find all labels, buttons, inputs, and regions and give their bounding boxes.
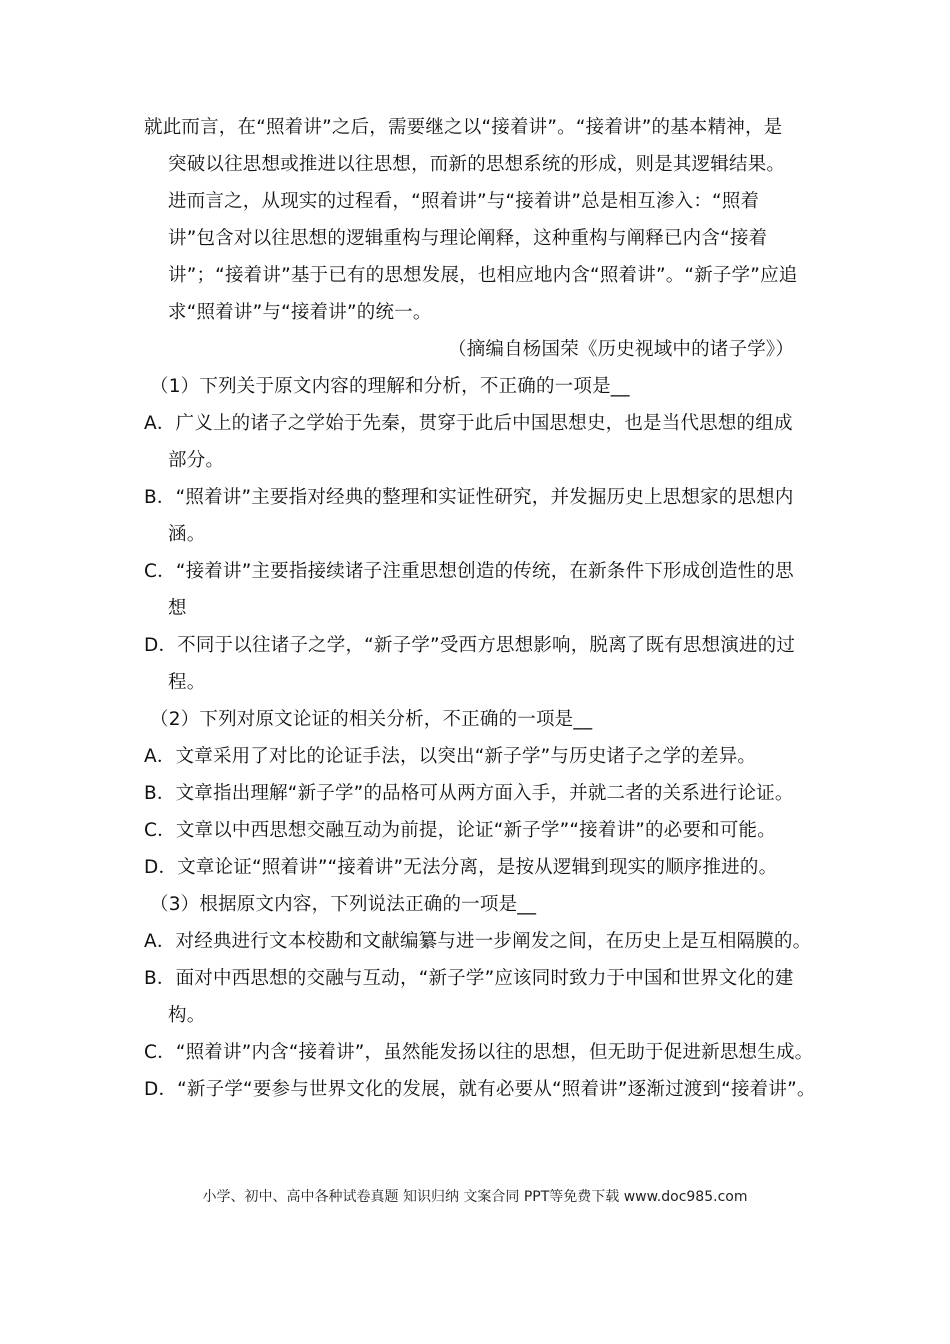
- source-citation: （摘编自杨国荣《历史视域中的诸子学》）: [448, 339, 795, 360]
- option-c: C．文章以中西思想交融互动为前提，论证“新子学”“接着讲”的必要和可能。: [144, 820, 776, 841]
- question-stem: （3）根据原文内容，下列说法正确的一项是__: [150, 894, 537, 915]
- option-c: C．“接着讲”主要指接续诸子注重思想创造的传统，在新条件下形成创造性的思: [144, 561, 794, 582]
- option-a-continued: 部分。: [168, 450, 225, 471]
- option-a: A．对经典进行文本校勘和文献编纂与进一步阐发之间，在历史上是互相隔膜的。: [144, 931, 812, 952]
- option-b-continued: 涵。: [168, 524, 206, 545]
- option-a: A．广义上的诸子之学始于先秦，贯穿于此后中国思想史，也是当代思想的组成: [144, 413, 793, 434]
- option-d: D．不同于以往诸子之学，“新子学”受西方思想影响，脱离了既有思想演进的过: [144, 635, 796, 656]
- option-b: B．“照着讲”主要指对经典的整理和实证性研究，并发掘历史上思想家的思想内: [144, 487, 794, 508]
- footer-text: 小学、初中、高中各种试卷真题 知识归纳 文案合同 PPT等免费下载 www.doc985.com: [202, 1189, 748, 1205]
- question-stem: （1）下列关于原文内容的理解和分析，不正确的一项是__: [150, 376, 630, 397]
- option-b: B．面对中西思想的交融与互动，“新子学”应该同时致力于中国和世界文化的建: [144, 968, 794, 989]
- option-a: A．文章采用了对比的论证手法，以突出“新子学”与历史诸子之学的差异。: [144, 746, 757, 767]
- option-c: C．“照着讲”内含“接着讲”，虽然能发扬以往的思想，但无助于促进新思想生成。: [144, 1042, 814, 1063]
- passage-line: 进而言之，从现实的过程看，“照着讲”与“接着讲”总是相互渗入：“照着: [168, 191, 760, 212]
- option-b-continued: 构。: [168, 1005, 206, 1026]
- option-d-continued: 程。: [168, 672, 206, 693]
- option-c-continued: 想: [168, 598, 187, 619]
- option-d: D．文章论证“照着讲”“接着讲”无法分离，是按从逻辑到现实的顺序推进的。: [144, 857, 778, 878]
- passage-line: 讲”；“接着讲”基于已有的思想发展，也相应地内含“照着讲”。“新子学”应追: [168, 265, 798, 286]
- option-d: D．“新子学“要参与世界文化的发展，就有必要从“照着讲”逐渐过渡到“接着讲”。: [144, 1079, 816, 1100]
- passage-line: 讲”包含对以往思想的逻辑重构与理论阐释，这种重构与阐释已内含“接着: [168, 228, 768, 249]
- question-stem: （2）下列对原文论证的相关分析，不正确的一项是__: [150, 709, 593, 730]
- passage-line: 突破以往思想或推进以往思想，而新的思想系统的形成，则是其逻辑结果。: [168, 154, 786, 175]
- passage-line: 就此而言，在“照着讲”之后，需要继之以“接着讲”。“接着讲”的基本精神，是: [144, 117, 783, 138]
- passage-line: 求“照着讲”与“接着讲”的统一。: [168, 302, 432, 323]
- option-b: B．文章指出理解“新子学”的品格可从两方面入手，并就二者的关系进行论证。: [144, 783, 794, 804]
